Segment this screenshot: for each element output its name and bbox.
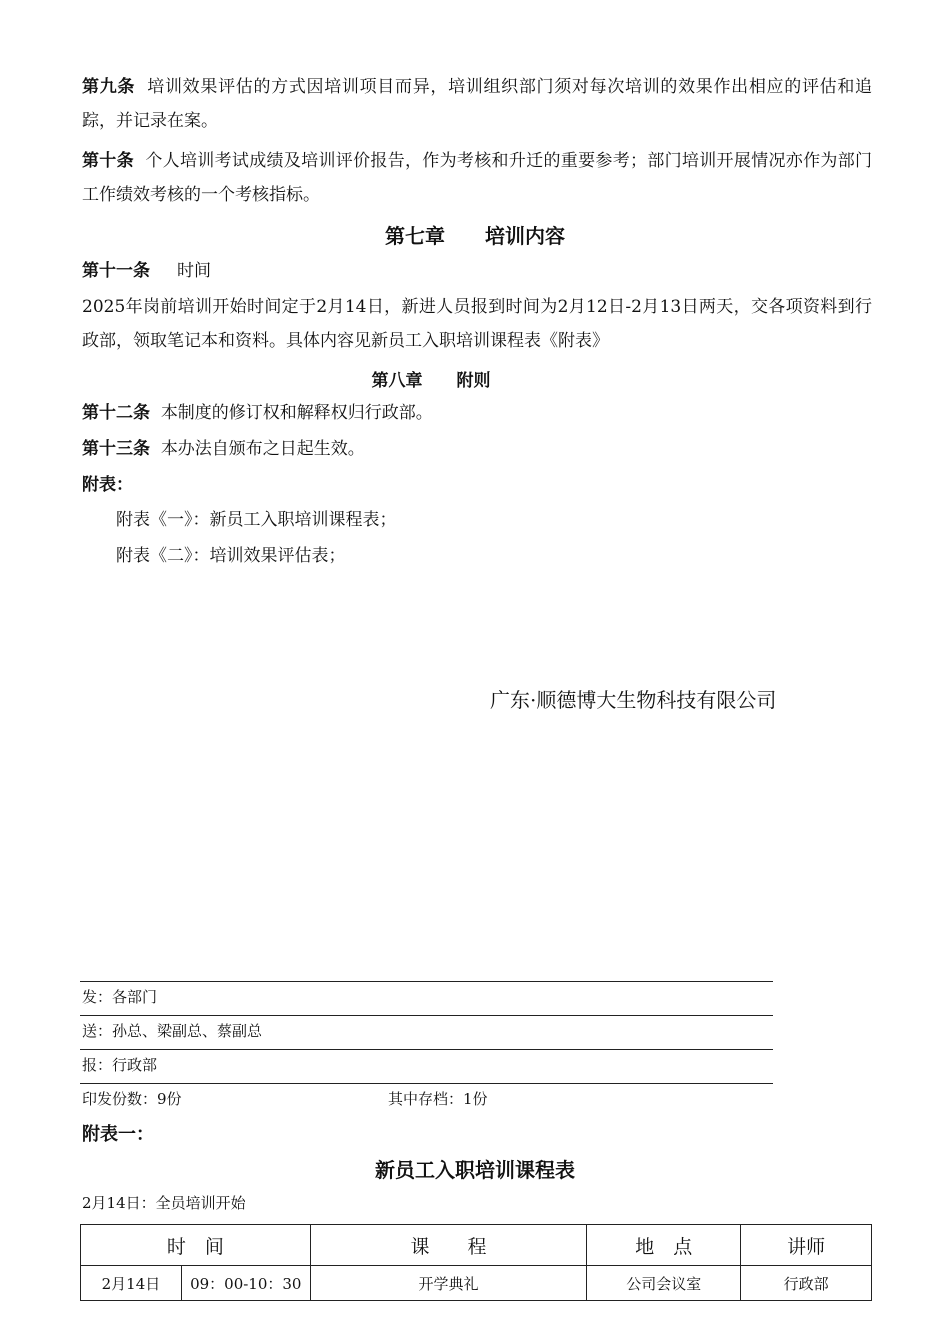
- divider-line: [80, 1049, 773, 1050]
- article-12: [82, 396, 872, 430]
- schedule-table: [80, 1224, 872, 1301]
- article-10-label: 第十条: [82, 151, 134, 171]
- article-11-body: 2025年岗前培训开始时间定于2月14日，新进人员报到时间为2月12日-2月13日两天，交各项资料到行政部，领取笔记本和资料。具体内容见新员工入职培训课程表《附表》: [82, 297, 872, 351]
- article-13-label: 第十三条: [82, 439, 150, 459]
- distribution-song: 送：孙总、梁副总、蔡副总: [82, 1022, 263, 1040]
- header-course: 课 程: [310, 1225, 587, 1266]
- divider-line: [80, 981, 773, 982]
- article-10: [82, 144, 872, 212]
- article-13-text: 本办法自颁布之日起生效。: [160, 439, 365, 459]
- distribution-bao: 报：行政部: [82, 1056, 158, 1074]
- article-9: [82, 70, 872, 138]
- cell-place: 公司会议室: [587, 1266, 741, 1301]
- article-11-label: 第十一条: [82, 261, 150, 281]
- cell-time: 09：00-10：30: [181, 1266, 310, 1301]
- appendix-item-1: 附表《一》：新员工入职培训课程表；: [116, 510, 397, 530]
- distribution-fa: 发：各部门: [82, 988, 158, 1006]
- appendix-heading: 附表：: [82, 475, 133, 495]
- header-lecturer: 讲师: [741, 1225, 872, 1266]
- article-13: [82, 432, 872, 466]
- table-header-row: [81, 1225, 872, 1266]
- article-10-text: 个人培训考试成绩及培训评价报告，作为考核和升迁的重要参考；部门培训开展情况亦作为部门工作绩效考核的一个考核指标。: [82, 151, 873, 205]
- article-9-text: 培训效果评估的方式因培训项目而异，培训组织部门须对每次培训的效果作出相应的评估和追踪，并记录在案。: [82, 77, 873, 131]
- article-12-text: 本制度的修订权和解释权归行政部。: [160, 403, 433, 423]
- appendix-item-2: 附表《二》：培训效果评估表；: [116, 546, 346, 566]
- cell-date: 2月14日: [81, 1266, 182, 1301]
- cell-course: 开学典礼: [310, 1266, 587, 1301]
- article-11: [82, 254, 872, 288]
- company-name: 广东·顺德博大生物科技有限公司: [490, 688, 777, 712]
- divider-line: [80, 1083, 773, 1084]
- schedule-label: 附表一：: [82, 1124, 154, 1145]
- schedule-subtitle: 2月14日：全员培训开始: [82, 1194, 246, 1212]
- header-place: 地 点: [587, 1225, 741, 1266]
- table-row: [81, 1266, 872, 1301]
- cell-lecturer: 行政部: [741, 1266, 872, 1301]
- header-time: 时 间: [81, 1225, 311, 1266]
- article-9-label: 第九条: [82, 77, 136, 97]
- article-11-text: 时间: [177, 261, 212, 281]
- chapter-7-title: 第七章 培训内容: [385, 224, 565, 248]
- article-12-label: 第十二条: [82, 403, 150, 423]
- distribution-archive: 其中存档：1份: [388, 1090, 488, 1108]
- schedule-title: 新员工入职培训课程表: [375, 1158, 575, 1182]
- chapter-8-title: 第八章 附则: [371, 371, 491, 391]
- distribution-copies: 印发份数：9份: [82, 1090, 182, 1108]
- divider-line: [80, 1015, 773, 1016]
